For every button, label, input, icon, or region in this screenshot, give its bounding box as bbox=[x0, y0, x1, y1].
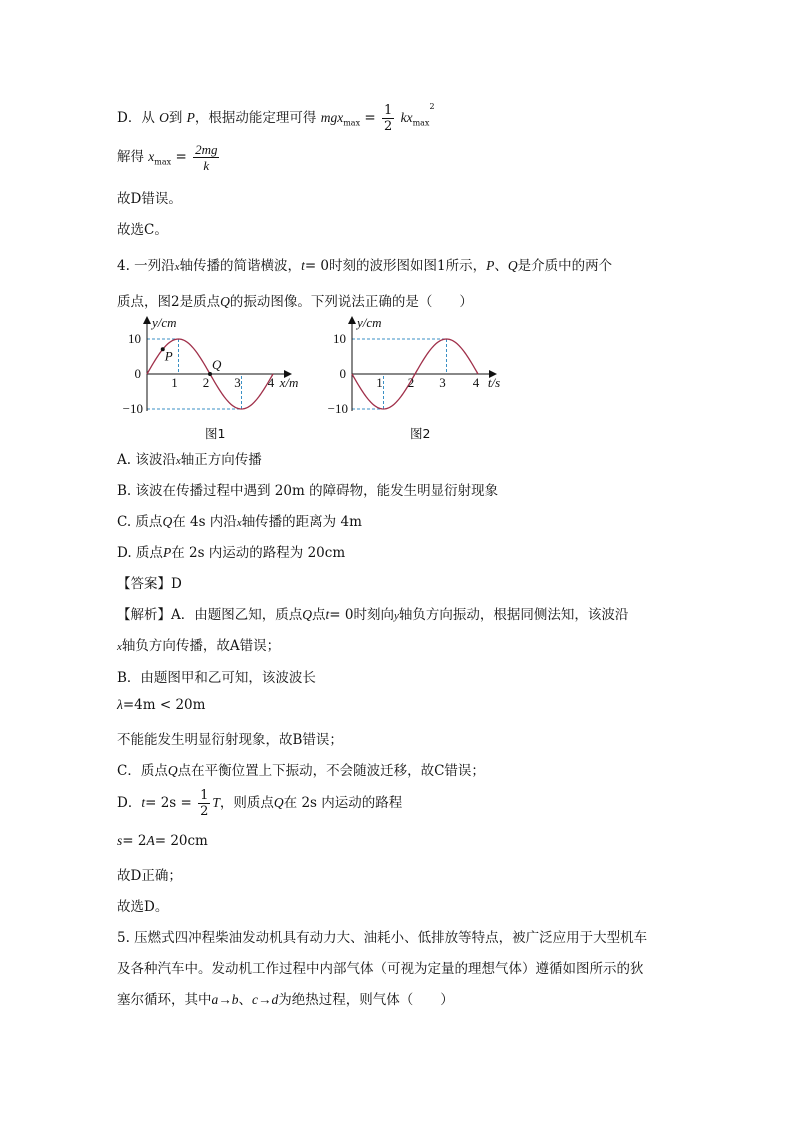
fig2-y-tick-10: 10 bbox=[333, 331, 346, 346]
fig1-x-tick-1: 1 bbox=[171, 375, 178, 390]
explanation-line-4: λ=4m < 20m bbox=[117, 697, 206, 713]
fig1-point-q-label: Q bbox=[212, 357, 222, 372]
answer-line: 【答案】D bbox=[117, 576, 182, 592]
q5-line-3: 塞尔循环，其中a→b、c→d为绝热过程，则气体（ ） bbox=[117, 992, 454, 1008]
fig2-x-tick-3: 3 bbox=[439, 375, 446, 390]
fraction-one-half: $\frac{1}{2}$ bbox=[384, 103, 393, 134]
fig1-point-p-label: P bbox=[164, 348, 173, 364]
fig1-point-q-dot bbox=[208, 372, 212, 376]
figure-2-caption: 图2 bbox=[410, 426, 431, 441]
fig1-y-axis-label: y/cm bbox=[152, 315, 177, 330]
explanation-line-3: B．由题图甲和乙可知，该波波长 bbox=[117, 670, 316, 686]
fig2-y-tick-0: 0 bbox=[339, 366, 346, 381]
explanation-line-2: x轴负方向传播，故A错误； bbox=[117, 638, 281, 654]
q5-line-2: 及各种汽车中。发动机工作过程中内部气体（可视为定量的理想气体）遵循如图所示的狄 bbox=[117, 961, 644, 977]
explanation-line-9: 故D正确； bbox=[117, 868, 182, 884]
d-wrong-line: 故D错误。 bbox=[117, 191, 182, 207]
fig2-x-tick-4: 4 bbox=[472, 375, 480, 390]
fig2-x-tick-2: 2 bbox=[407, 375, 415, 390]
figure-1-wave-graph bbox=[123, 315, 299, 416]
fig1-x-axis-label: x/m bbox=[279, 375, 299, 390]
fraction-2mg-k: $\frac{2mg}{k}$ bbox=[195, 142, 218, 173]
option-c: C. 质点Q在 4s 内沿x轴传播的距离为 4m bbox=[117, 514, 362, 530]
figure-1-caption: 图1 bbox=[205, 426, 226, 441]
option-d: D. 质点P在 2s 内运动的路程为 20cm bbox=[117, 545, 346, 561]
option-b: B. 该波在传播过程中遇到 20m 的障碍物，能发生明显衍射现象 bbox=[117, 483, 499, 499]
solve-line: 解得 $x_{max}$ = $\frac{2mg}{k}$ bbox=[117, 142, 218, 173]
fig1-x-tick-2: 2 bbox=[202, 375, 210, 390]
fig1-y-tick-minus10: −10 bbox=[122, 401, 143, 416]
explanation-line-7: D．t= 2s = $\frac{1}{2}$ T，则质点Q在 2s 内运动的路程 bbox=[117, 788, 403, 819]
q4-stem-line-1: 4. 一列沿x轴传播的简谐横波，t= 0时刻的波形图如图1所示，P、Q是介质中的两个 bbox=[117, 258, 613, 274]
fig2-x-tick-1: 1 bbox=[376, 375, 383, 390]
explanation-line-8: s= 2A= 20cm bbox=[117, 833, 208, 849]
explanation-line-6: C．质点Q点在平衡位置上下振动，不会随波迁移，故C错误； bbox=[117, 763, 485, 779]
fig1-x-tick-3: 3 bbox=[234, 375, 241, 390]
explanation-line-5: 不能能发生明显衍射现象，故B错误； bbox=[117, 732, 343, 748]
fig2-x-axis-label: t/s bbox=[487, 375, 501, 390]
fraction-one-half-t: $\frac{1}{2}$ bbox=[200, 788, 209, 819]
q5-line-1: 5. 压燃式四冲程柴油发动机具有动力大、油耗小、低排放等特点，被广泛应用于大型机车 bbox=[117, 930, 648, 946]
fig1-y-tick-10: 10 bbox=[128, 331, 141, 346]
option-a: A. 该波沿x轴正方向传播 bbox=[117, 452, 262, 468]
wave-figures bbox=[122, 312, 522, 437]
choose-c-line: 故选C。 bbox=[117, 222, 168, 238]
fig1-x-tick-4: 4 bbox=[267, 375, 275, 390]
fig2-y-tick-minus10: −10 bbox=[327, 401, 348, 416]
energy-theorem-line: D．从 O到 P，根据动能定理可得 mgx$_{max}$ = $\frac{1}{2}$ $kx_{max}^2$ bbox=[117, 101, 435, 134]
fig1-y-tick-0: 0 bbox=[134, 366, 141, 381]
figure-2-vibration-graph bbox=[328, 315, 500, 416]
explanation-line-1: 【解析】A．由题图乙知，质点Q点t= 0时刻向y轴负方向振动，根据同侧法知，该波沿 bbox=[117, 607, 629, 623]
fig2-y-axis-label: y/cm bbox=[357, 315, 382, 330]
explanation-line-10: 故选D。 bbox=[117, 899, 169, 915]
q4-stem-line-2: 质点，图2是质点Q的振动图像。下列说法正确的是（ ） bbox=[117, 294, 473, 310]
